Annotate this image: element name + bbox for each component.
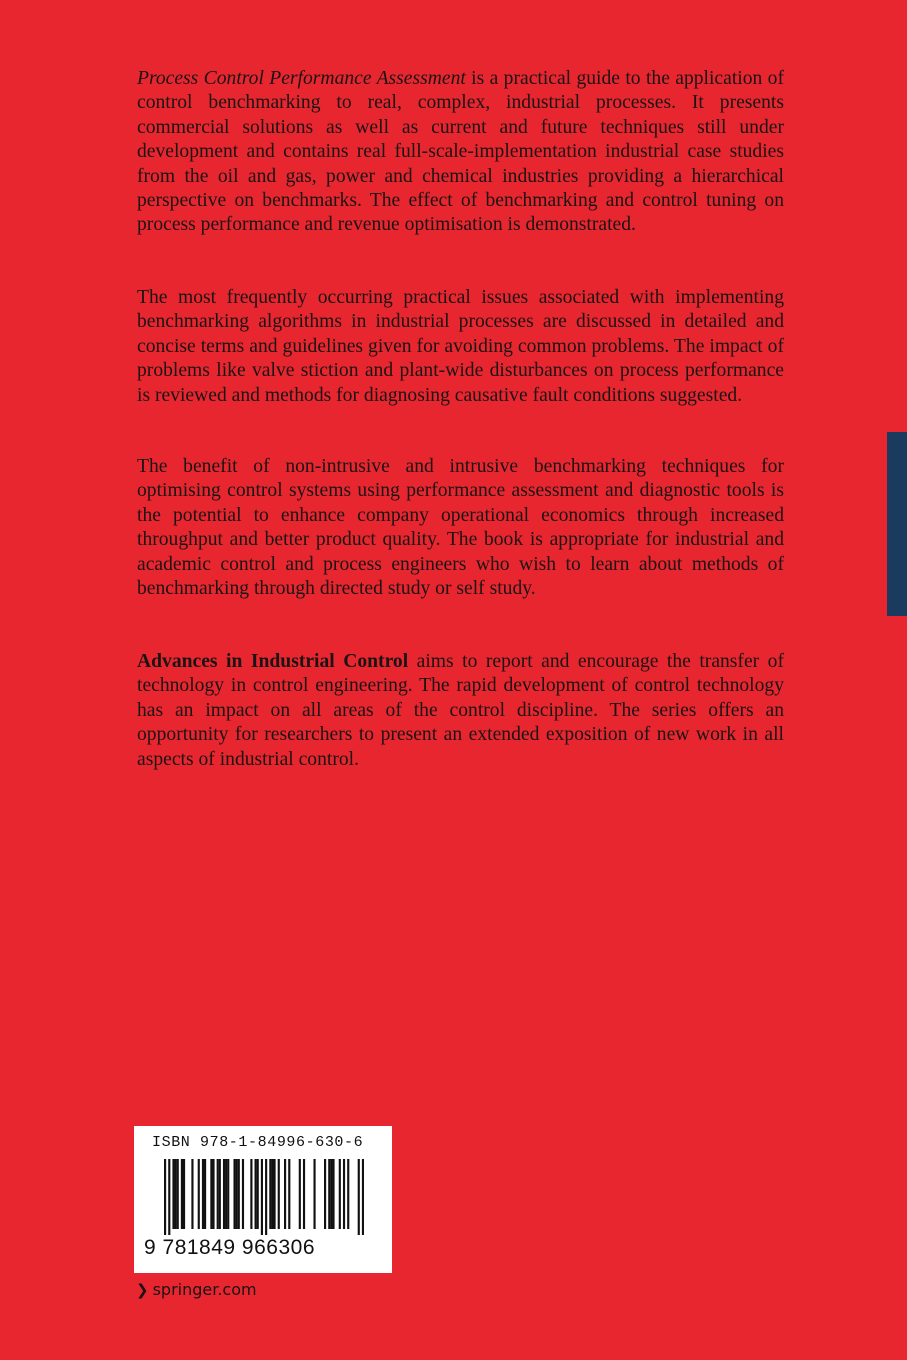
publisher-url-text: springer.com [152, 1280, 257, 1299]
barcode-bar [261, 1159, 263, 1235]
barcode-bar [198, 1159, 200, 1229]
barcode-bar [278, 1159, 280, 1229]
publisher-url [136, 1280, 257, 1299]
barcode-bar [238, 1159, 240, 1229]
isbn-label: ISBN 978-1-84996-630-6 [152, 1134, 364, 1151]
barcode-bar [313, 1159, 315, 1229]
barcode-bar [269, 1159, 271, 1229]
series-name: Advances in Industrial Control [137, 651, 409, 672]
barcode-bar [164, 1159, 166, 1235]
barcode-bars [164, 1159, 364, 1235]
ean-digits: 9 781849 966306 [144, 1236, 315, 1259]
series-paragraph-body: aims to report and encourage the transfer of technology in control engineering. The rapid development of control technology has an impact on all areas of the control discipline. The series offers an opportunity for researchers to present an extended exposition of new work in all aspects of industrial control. [137, 651, 784, 770]
barcode-bar [227, 1159, 229, 1229]
barcode-bar [299, 1159, 301, 1229]
barcode-bar [265, 1159, 267, 1235]
barcode-bar [324, 1159, 326, 1229]
barcode-bar [250, 1159, 252, 1229]
barcode-bar [172, 1159, 174, 1229]
description-paragraph-3: The benefit of non-intrusive and intrusive benchmarking techniques for optimising control systems using performance assessment and diagnostic tools is the potential to enhance company operational economics through increased throughput and better product quality. The book is appropriate for industrial and academic control and process engineers who wish to learn about methods of benchmarking through directed study or self study. [137, 456, 784, 600]
barcode-bar [183, 1159, 185, 1229]
series-paragraph [137, 650, 784, 772]
barcode-bar [330, 1159, 332, 1229]
barcode-bar [212, 1159, 214, 1229]
barcode-bar [284, 1159, 286, 1229]
barcode-bar [175, 1159, 177, 1229]
barcode-bar [217, 1159, 219, 1229]
barcode-bar [362, 1159, 364, 1235]
book-title-inline: Process Control Performance Assessment [137, 68, 466, 89]
barcode-bar [257, 1159, 259, 1229]
barcode-bar [204, 1159, 206, 1229]
chevron-right-icon: ❯ [136, 1281, 149, 1299]
barcode-bar [303, 1159, 305, 1229]
description-paragraph-1-body: is a practical guide to the application of control benchmarking to real, complex, industrial processes. It presents commercial solutions as well as current and future techniques still under development and contains real full-scale-implementation industrial case studies from the oil and gas, power and chemical industries providing a hierarchical perspective on benchmarks. The effect of benchmarking and control tuning on process performance and revenue optimisation is demonstrated. [137, 68, 784, 236]
barcode-bar [339, 1159, 341, 1229]
barcode-bar [191, 1159, 193, 1229]
barcode-bar [358, 1159, 360, 1235]
isbn-barcode [134, 1126, 392, 1273]
description-paragraph-2: The most frequently occurring practical issues associated with implementing benchmarking algorithms in industrial processes are discussed in detailed and concise terms and guidelines given for avoiding common problems. The impact of problems like valve stiction and plant-wide disturbances on process performance is reviewed and methods for diagnosing causative fault conditions suggested. [137, 287, 784, 406]
barcode-bar [219, 1159, 221, 1229]
description-paragraph-1 [137, 67, 784, 238]
barcode-bar [181, 1159, 183, 1229]
spine-edge-tab [887, 432, 907, 616]
barcode-bar [328, 1159, 330, 1229]
barcode-bar [271, 1159, 273, 1229]
barcode-bar [242, 1159, 244, 1229]
barcode-bar [225, 1159, 227, 1229]
barcode-bar [168, 1159, 170, 1235]
barcode-bar [177, 1159, 179, 1229]
barcode-bar [210, 1159, 212, 1229]
barcode-bar [233, 1159, 235, 1229]
barcode-bar [236, 1159, 238, 1229]
barcode-bar [255, 1159, 257, 1229]
barcode-bar [273, 1159, 275, 1229]
barcode-bar [288, 1159, 290, 1229]
barcode-bar [202, 1159, 204, 1229]
barcode-bar [347, 1159, 349, 1229]
barcode-bar [223, 1159, 225, 1229]
barcode-bar [343, 1159, 345, 1229]
barcode-bar [332, 1159, 334, 1229]
